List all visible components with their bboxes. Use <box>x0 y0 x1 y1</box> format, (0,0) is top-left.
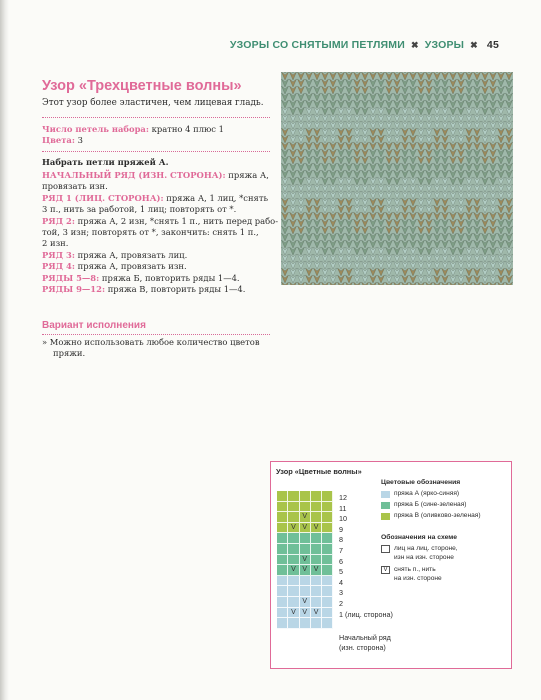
header-section: УЗОРЫ СО СНЯТЫМИ ПЕТЛЯМИ <box>229 39 405 51</box>
chart-cell <box>277 512 288 523</box>
row-number: 12 <box>339 493 347 502</box>
row-number: 4 <box>339 577 343 587</box>
chart-cell <box>288 597 299 608</box>
symbol-slip-line-1: снять п., нить <box>394 566 436 573</box>
chart-cell <box>288 576 299 587</box>
instruction-line <box>42 204 236 216</box>
chart-cell <box>300 586 311 597</box>
chart-cell <box>322 576 333 587</box>
row-number: 11 <box>339 503 347 513</box>
instruction-line <box>42 216 278 228</box>
chart-cell <box>288 555 299 566</box>
instruction-text: пряжа А, 2 изн, *снять 1 п., нить перед рабо- <box>74 215 279 226</box>
chart-cell <box>300 618 311 629</box>
chart-cell <box>277 491 288 502</box>
variant-line-1: Можно использовать любое количество цветов <box>49 337 260 347</box>
chart-cell <box>300 544 311 555</box>
chart-cell: V <box>300 597 311 608</box>
row-number: 9 <box>339 524 343 534</box>
chart-cell <box>311 586 322 597</box>
swatch-a <box>381 491 390 498</box>
chart-cell: V <box>300 512 311 523</box>
instruction-text: пряжа А, 1 лиц, *снять <box>163 192 269 203</box>
row-number: 2 <box>339 599 343 608</box>
chart-cell <box>311 597 322 608</box>
chart-cell <box>288 502 299 513</box>
page-edge <box>0 0 9 700</box>
divider-dotted <box>42 117 270 118</box>
chart-title: Узор «Цветные волны» <box>276 467 362 476</box>
instruction-line <box>42 273 240 285</box>
instruction-text: пряжа А, <box>225 170 269 180</box>
instruction-label: РЯДЫ 9—12: <box>42 284 106 294</box>
knitting-chart-grid <box>277 491 334 629</box>
chart-cell <box>277 544 288 555</box>
chart-cell <box>277 565 288 576</box>
cast-on-value: кратно 4 плюс 1 <box>148 124 224 134</box>
instruction-line <box>42 193 268 205</box>
instruction-text: 2 изн. <box>42 238 69 249</box>
instruction-line <box>42 261 187 273</box>
variant-bullet <box>42 337 260 359</box>
chart-cell <box>322 523 333 534</box>
colors-label: Цвета: <box>42 135 75 145</box>
chart-cell <box>322 502 333 513</box>
running-header <box>230 39 499 51</box>
chart-cell: V <box>288 565 299 576</box>
chart-cell <box>300 502 311 513</box>
chart-cell <box>277 597 288 608</box>
chart-cell: V <box>300 608 311 619</box>
chart-cell <box>277 586 288 597</box>
legend-color-a-label: пряжа А (ярко-синяя) <box>394 490 460 497</box>
legend-symbol-empty <box>381 545 458 562</box>
instruction-text: Набрать петли пряжей А. <box>42 157 169 167</box>
chart-cell <box>277 608 288 619</box>
legend-symbol-slip <box>381 566 442 583</box>
pattern-title: Узор «Трехцветные волны» <box>42 78 242 94</box>
instruction-line <box>42 238 68 250</box>
slip-stitch-icon: V <box>381 566 390 574</box>
instruction-line <box>42 250 187 262</box>
divider-dotted <box>42 334 270 335</box>
chart-cell <box>311 555 322 566</box>
start-row-line-1: Начальный ряд <box>339 633 391 642</box>
instruction-line <box>42 157 169 169</box>
chart-cell <box>277 555 288 566</box>
chart-cell <box>322 618 333 629</box>
instruction-line <box>42 227 259 239</box>
chart-cell <box>277 523 288 534</box>
chart-cell <box>311 491 322 502</box>
instruction-label: РЯДЫ 5—8: <box>42 272 100 283</box>
instruction-text: пряжа А, провязать изн. <box>74 261 187 272</box>
swatch-b <box>381 502 390 509</box>
chart-cell <box>288 533 299 544</box>
instruction-label: РЯД 4: <box>42 261 75 272</box>
variant-line-2: пряжи. <box>53 348 86 358</box>
variant-title: Вариант исполнения <box>42 320 146 331</box>
chart-cell <box>322 533 333 544</box>
chart-cell <box>322 555 333 566</box>
chart-cell <box>311 533 322 544</box>
start-row-line-2: (изн. сторона) <box>339 642 386 652</box>
chart-cell: V <box>311 608 322 619</box>
chart-cell <box>288 512 299 523</box>
divider-dotted <box>42 151 270 152</box>
chart-cell: V <box>300 555 311 566</box>
chart-cell <box>277 533 288 544</box>
instruction-text: той, 3 изн; повторять от *, закончить: снять 1 п., <box>42 227 259 237</box>
row-number: 8 <box>339 535 343 545</box>
row-number: 6 <box>339 556 343 566</box>
chart-cell <box>288 544 299 555</box>
chart-cell <box>288 491 299 502</box>
chart-cell <box>311 502 322 513</box>
chart-cell: V <box>300 523 311 534</box>
instruction-label: РЯД 1 (ЛИЦ. СТОРОНА): <box>42 192 164 203</box>
cast-on-line <box>42 124 224 136</box>
chart-cell <box>277 618 288 629</box>
pattern-intro: Этот узор более эластичен, чем лицевая гладь. <box>42 98 264 108</box>
instruction-text: провязать изн. <box>42 181 108 192</box>
chart-cell <box>311 576 322 587</box>
legend-color-b-label: пряжа Б (сине-зеленая) <box>394 501 467 508</box>
chart-cell <box>322 586 333 597</box>
chart-cell <box>322 491 333 502</box>
legend-color-c <box>381 512 481 521</box>
chart-cell: V <box>288 523 299 534</box>
chart-cell <box>322 565 333 576</box>
instruction-line <box>42 284 245 296</box>
chart-cell <box>300 491 311 502</box>
chart-cell: V <box>311 523 322 534</box>
knitted-swatch-photo <box>281 72 513 285</box>
chart-cell <box>300 533 311 544</box>
legend-color-b <box>381 501 466 510</box>
chart-cell <box>311 544 322 555</box>
row-number: 1 (лиц. сторона) <box>339 609 393 619</box>
instruction-label: НАЧАЛЬНЫЙ РЯД (ИЗН. СТОРОНА): <box>42 170 226 180</box>
instruction-line <box>42 181 108 193</box>
symbol-empty-line-2: изн на изн. стороне <box>394 553 454 561</box>
chart-cell <box>288 586 299 597</box>
legend-color-c-label: пряжа В (оливково-зеленая) <box>394 512 481 519</box>
cast-on-label: Число петель набора: <box>42 124 149 134</box>
instruction-text: 3 п., нить за работой, 1 лиц; повторять от *. <box>42 204 237 215</box>
chart-cell <box>311 618 322 629</box>
bullet-mark: » <box>42 337 48 347</box>
legend-color-a <box>381 490 459 499</box>
instruction-text: пряжа В, повторить ряды 1—4. <box>105 284 246 294</box>
chart-cell: V <box>288 608 299 619</box>
swatch-c <box>381 513 390 520</box>
header-chapter: УЗОРЫ <box>424 39 465 51</box>
instruction-label: РЯД 3: <box>42 249 75 260</box>
instruction-line <box>42 170 269 182</box>
chart-cell <box>322 512 333 523</box>
chart-cell <box>311 512 322 523</box>
colors-line <box>42 135 83 147</box>
page-number: 45 <box>486 39 499 51</box>
chart-cell: V <box>311 565 322 576</box>
colors-value: 3 <box>74 135 83 145</box>
legend-colors-title: Цветовые обозначения <box>381 479 461 486</box>
symbol-slip-line-2: на изн. стороне <box>394 574 442 582</box>
chart-cell <box>300 576 311 587</box>
row-number: 10 <box>339 514 347 524</box>
instruction-label: РЯД 2: <box>42 215 75 226</box>
chart-cell <box>277 576 288 587</box>
header-separator-1: ✖ <box>410 40 419 50</box>
chart-cell <box>322 544 333 555</box>
chart-cell <box>277 502 288 513</box>
header-separator-2: ✖ <box>470 40 478 50</box>
row-number: 3 <box>339 588 343 598</box>
row-number: 7 <box>339 546 343 555</box>
empty-square-icon <box>381 545 390 553</box>
start-row-label <box>339 633 391 652</box>
row-number: 5 <box>339 567 343 577</box>
instruction-text: пряжа Б, повторить ряды 1—4. <box>99 272 240 283</box>
instruction-text: пряжа А, провязать лиц. <box>74 249 188 260</box>
chart-cell <box>322 597 333 608</box>
chart-cell <box>288 618 299 629</box>
symbol-empty-line-1: лиц на лиц. стороне, <box>394 545 458 552</box>
chart-cell: V <box>300 565 311 576</box>
chart-cell <box>322 608 333 619</box>
legend-symbols-title: Обозначения на схеме <box>381 534 458 541</box>
